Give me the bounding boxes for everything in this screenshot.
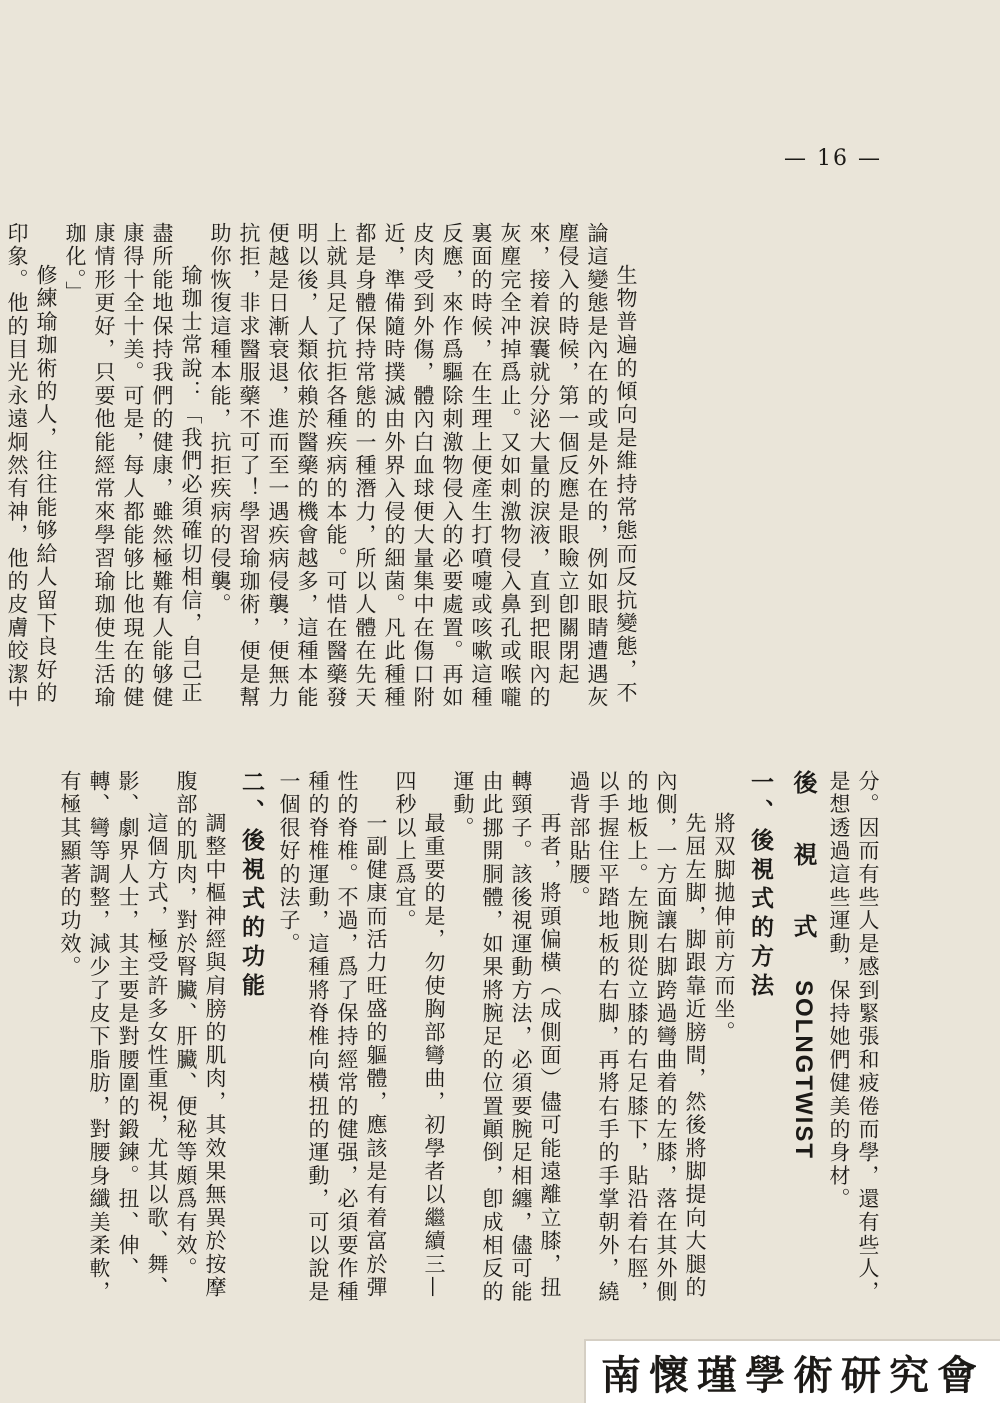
bottom-text-block bbox=[58, 770, 882, 1310]
paragraph: 先屈左脚，脚跟靠近膀間，然後將脚提向大腿的內側，一方面讓右脚跨過彎曲着的左膝，落在其外側的地板上。左腕則從立膝的右足膝下，貼沿着右脛，以手握住平踏地板的右脚，再將右手的手掌朝外，繞過背部貼腰。 bbox=[567, 770, 707, 1304]
page-number: — 16 — bbox=[784, 146, 882, 171]
section-title bbox=[789, 770, 818, 1310]
paragraph: 瑜珈士常說：「我們必須確切相信，自己正盡所能地保持我們的健康，雖然極難有人能够健康得十全十美。可是，每人都能够比他現在的健康情形更好，只要他能經常來學習瑜珈使生活瑜珈化。」 bbox=[63, 222, 203, 710]
paragraph: 修練瑜珈術的人，往往能够給人留下良好的印象。他的目光永遠炯然有神，他的皮膚皎潔中 bbox=[5, 222, 58, 710]
title-latin: SOLNGTWIST bbox=[790, 980, 817, 1161]
continuation-paragraph: 分。因而有些人是感到緊張和疲倦而學，還有些人，是想透過這些運動，保持她們健美的身材。 bbox=[827, 770, 880, 1304]
paragraph: 將双脚拋伸前方而坐。 bbox=[712, 812, 736, 1044]
title-chinese: 後 視 式 bbox=[789, 770, 818, 950]
top-text-block bbox=[5, 222, 640, 727]
paragraph: 生物普遍的傾向是維持常態而反抗變態，不論這變態是內在的或是外在的，例如眼睛遭遇灰塵侵入的時候，第一個反應是眼瞼立卽關閉起來，接着淚囊就分泌大量的淚液，直到把眼內的灰塵完全冲掉爲止。又如刺激物侵入鼻孔或喉嚨裏面的時候，在生理上便產生打噴嚏或咳嗽這種反應，來作爲驅除刺激物侵入的必要處置。再如皮肉受到外傷，體內白血球便大量集中在傷口附近，準備隨時撲滅由外界入侵的細菌。凡此種種都是身體保持常態的一種潛力，所以人體在先天上就具足了抗拒各種疾病的本能。可惜在醫藥發明以後，人類依賴於醫藥的機會越多，這種本能便越是日漸衰退，進而至一遇疾病侵襲，便無力抗拒，非求醫服藥不可了！學習瑜珈術，便是幫助你恢復這種本能，抗拒疾病的侵襲。 bbox=[208, 222, 638, 710]
heading-function: 二、後視式的功能 bbox=[238, 770, 265, 1002]
heading-method: 一、後視式的方法 bbox=[747, 770, 774, 1002]
paragraph: 一副健康而活力旺盛的軀體，應該是有着富於彈性的脊椎。不過，爲了保持經常的健强，必須要作種種的脊椎運動，這種將脊椎向橫扭的運動，可以說是一個很好的法子。 bbox=[277, 770, 388, 1304]
paragraph: 最重要的是，勿使胸部彎曲，初學者以繼續三—四秒以上爲宜。 bbox=[393, 770, 446, 1300]
paragraph: 再者，將頭偏橫（成側面）儘可能遠離立膝，扭轉頸子。該後視運動方法，必須要腕足相纏，儘可能由此挪開胴體，如果將腕足的位置顚倒，卽成相反的運動。 bbox=[451, 770, 562, 1304]
paragraph: 調整中樞神經與肩膀的肌肉，其效果無異於按摩腹部的肌肉，對於腎臟、肝臟、便秘等頗爲有效。 bbox=[174, 770, 227, 1300]
paragraph: 這個方式，極受許多女性重視，尤其以歌、舞、影、劇界人士，其主要是對腰圍的鍛鍊。扭、伸、轉、彎等調整，減少了皮下脂肪，對腰身纖美柔軟，有極其顯著的功效。 bbox=[58, 770, 169, 1304]
publisher-stamp: 南懷瑾學術研究會 bbox=[584, 1339, 1000, 1403]
